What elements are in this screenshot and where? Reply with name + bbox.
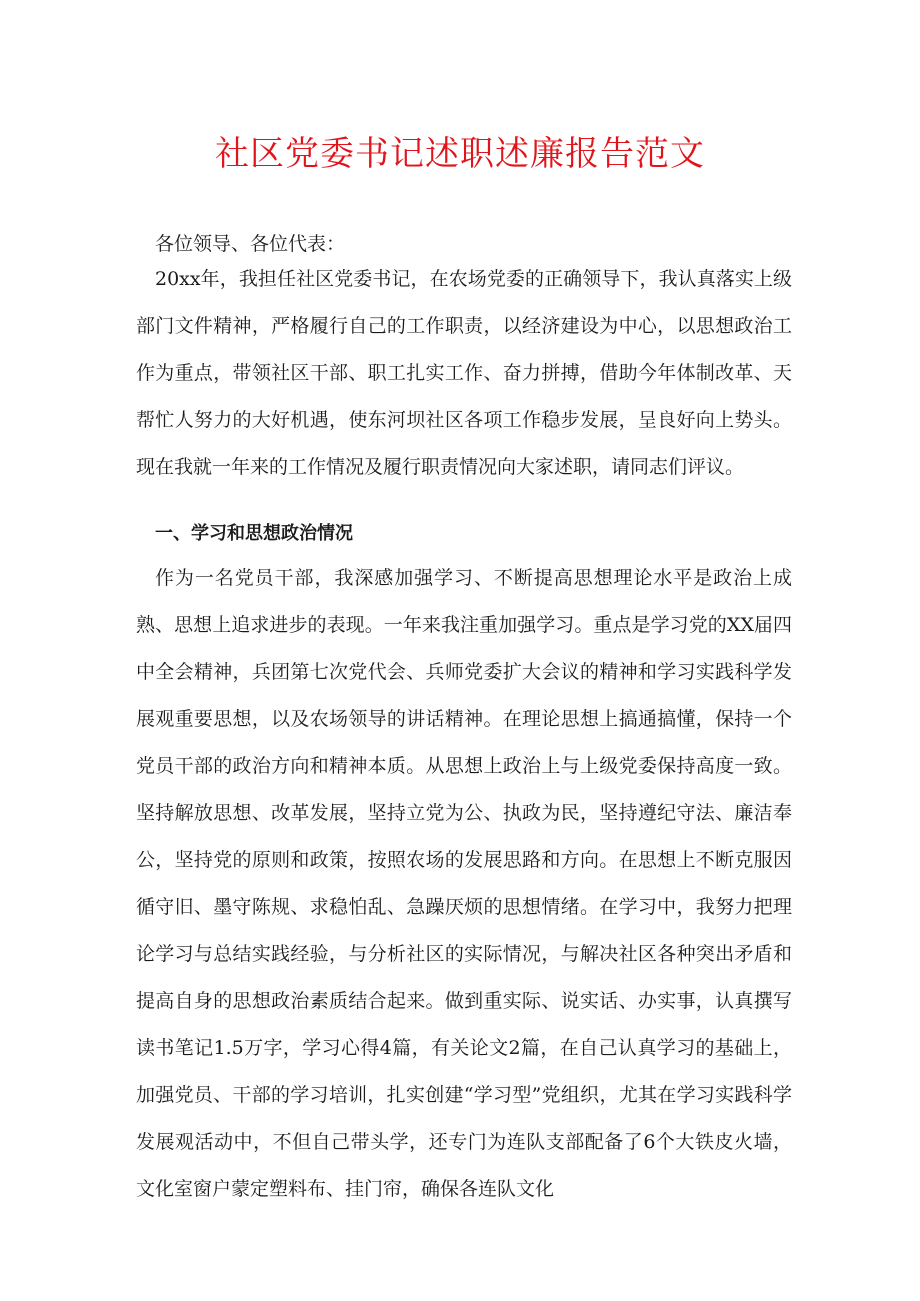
section-paragraph: 作为一名党员干部，我深感加强学习、不断提高思想理论水平是政治上成熟、思想上追求进步的表现。一年来我注重加强学习。重点是学习党的XX届四中全会精神，兵团第七次党代会、兵师党委扩大会议的精神和学习实践科学发展观重要思想，以及农场领导的讲话精神。在理论思想上搞通搞懂，保持一个党员干部的政治方向和精神本质。从思想上政治上与上级党委保持高度一致。坚持解放思想、改革发展，坚持立党为公、执政为民，坚持遵纪守法、廉洁奉公，坚持党的原则和政策，按照农场的发展思路和方向。在思想上不断克服因循守旧、墨守陈规、求稳怕乱、急躁厌烦的思想情绪。在学习中，我努力把理论学习与总结实践经验，与分析社区的实际情况，与解决社区各种突出矛盾和提高自身的思想政治素质结合起来。做到重实际、说实话、办实事，认真撰写读书笔记1.5万字，学习心得4篇，有关论文2篇，在自己认真学习的基础上，加强党员、干部的学习培训，扎实创建“学习型”党组织，尤其在学习实践科学发展观活动中，不但自己带头学，还专门为连队支部配备了6个大铁皮火墙，文化室窗户蒙定塑料布、挂门帘，确保各连队文化 [136,567,792,1200]
section-heading: 一、学习和思想政治情况 [155,523,353,544]
intro-paragraph: 20xx年，我担任社区党委书记，在农场党委的正确领导下，我认真落实上级部门文件精神，严格履行自己的工作职责，以经济建设为中心，以思想政治工作为重点，带领社区干部、职工扎实工作、奋力拼搏，借助今年体制改革、天帮忙人努力的大好机遇，使东河坝社区各项工作稳步发展，呈良好向上势头。现在我就一年来的工作情况及履行职责情况向大家述职，请同志们评议。 [136,268,792,478]
salutation: 各位领导、各位代表： [155,233,346,255]
document-title: 社区党委书记述职述廉报告范文 [215,134,705,174]
